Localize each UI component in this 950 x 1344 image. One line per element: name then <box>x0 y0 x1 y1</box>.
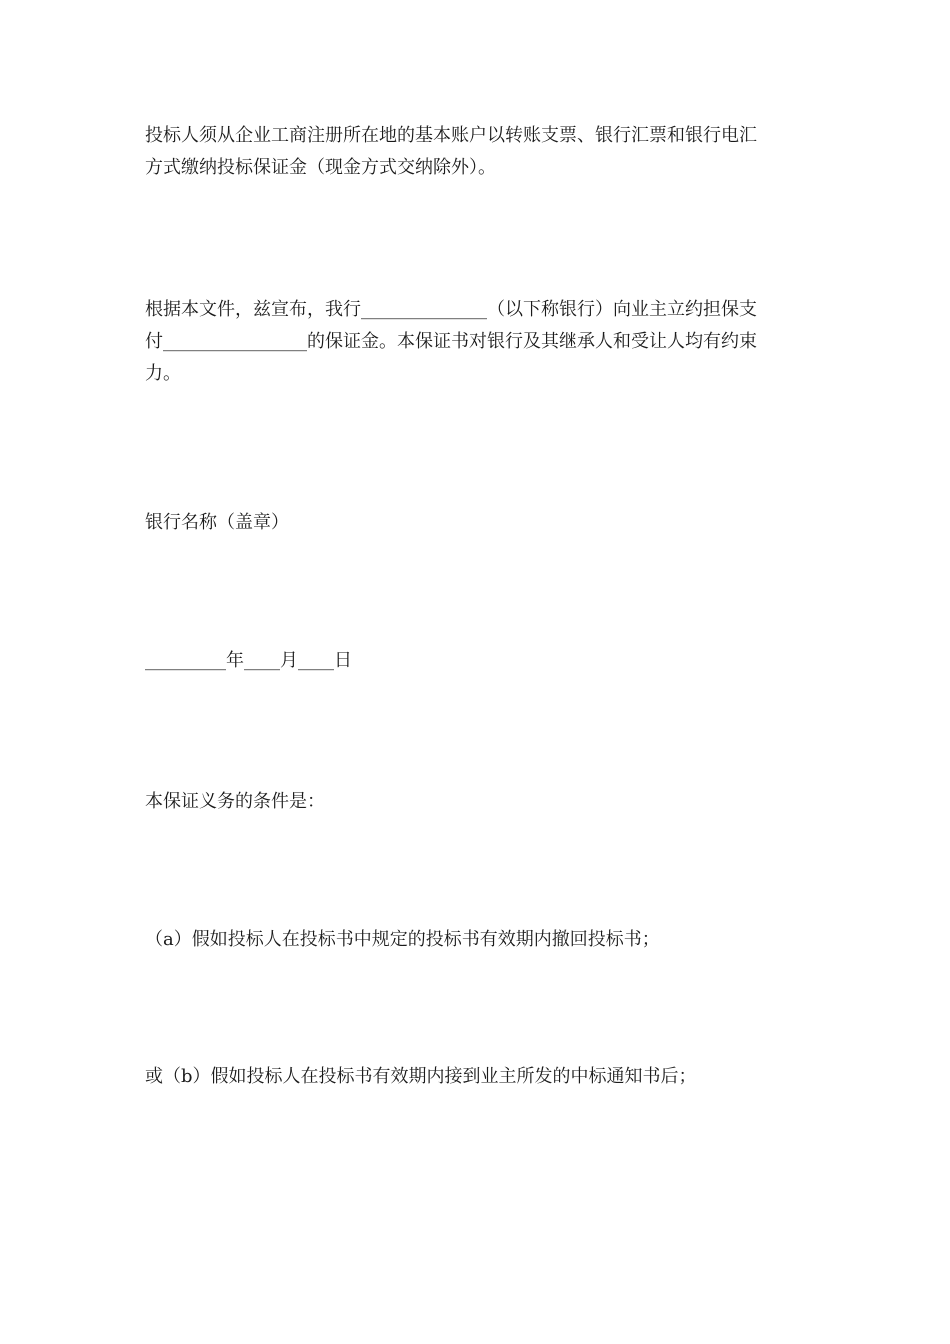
paragraph-line: 力。 <box>145 363 181 384</box>
deposit-payment-paragraph <box>145 120 805 184</box>
guarantee-declaration-paragraph <box>145 294 805 390</box>
paragraph-line: 方式缴纳投标保证金（现金方式交纳除外）。 <box>145 157 496 178</box>
paragraph-line: 根据本文件，兹宣布，我行______________（以下称银行）向业主立约担保支 <box>145 299 757 320</box>
condition-b: 或（b）假如投标人在投标书有效期内接到业主所发的中标通知书后； <box>145 1066 697 1087</box>
date-line: _________年____月____日 <box>145 650 352 671</box>
conditions-intro: 本保证义务的条件是： <box>145 791 325 812</box>
bank-name-seal-label: 银行名称（盖章） <box>145 512 289 533</box>
paragraph-line: 付________________的保证金。本保证书对银行及其继承人和受让人均有约束 <box>145 331 757 352</box>
paragraph-line: 投标人须从企业工商注册所在地的基本账户以转账支票、银行汇票和银行电汇 <box>145 125 757 146</box>
condition-a: （a）假如投标人在投标书中规定的投标书有效期内撤回投标书； <box>145 929 660 950</box>
